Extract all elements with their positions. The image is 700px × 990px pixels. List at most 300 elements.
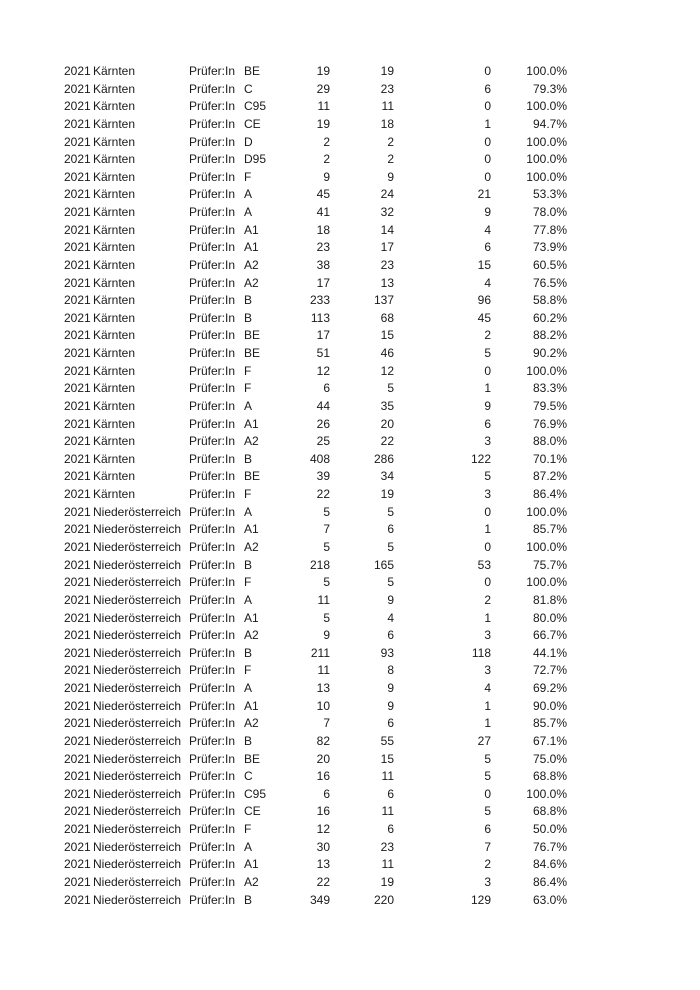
failed-count-cell: 0 <box>484 504 491 519</box>
pass-rate-cell: 85.7% <box>532 716 567 731</box>
region-cell: Niederösterreich <box>93 522 182 537</box>
year-cell: 2021 <box>64 522 91 537</box>
table-row <box>0 275 700 293</box>
role-cell: Prüfer:In <box>189 99 236 114</box>
region-cell: Kärnten <box>93 416 136 431</box>
year-cell: 2021 <box>64 857 91 872</box>
table-row <box>0 821 700 839</box>
role-cell: Prüfer:In <box>189 769 236 784</box>
role-cell: Prüfer:In <box>189 681 236 696</box>
total-count-cell: 29 <box>316 81 330 96</box>
failed-count-cell: 0 <box>484 169 491 184</box>
year-cell: 2021 <box>64 839 91 854</box>
year-cell: 2021 <box>64 645 91 660</box>
pass-rate-cell: 60.2% <box>532 310 567 325</box>
role-cell: Prüfer:In <box>189 751 236 766</box>
total-count-cell: 12 <box>316 363 330 378</box>
region-cell: Niederösterreich <box>93 557 182 572</box>
total-count-cell: 38 <box>316 257 330 272</box>
pass-rate-cell: 83.3% <box>532 381 567 396</box>
year-cell: 2021 <box>64 293 91 308</box>
year-cell: 2021 <box>64 205 91 220</box>
table-row <box>0 768 700 786</box>
role-cell: Prüfer:In <box>189 610 236 625</box>
license-class-cell: F <box>244 575 252 590</box>
failed-count-cell: 3 <box>484 434 491 449</box>
license-class-cell: C <box>244 81 253 96</box>
total-count-cell: 12 <box>316 822 330 837</box>
table-row <box>0 398 700 416</box>
year-cell: 2021 <box>64 152 91 167</box>
failed-count-cell: 5 <box>484 469 491 484</box>
passed-count-cell: 15 <box>380 328 394 343</box>
region-cell: Niederösterreich <box>93 892 182 907</box>
role-cell: Prüfer:In <box>189 874 236 889</box>
region-cell: Niederösterreich <box>93 716 182 731</box>
passed-count-cell: 93 <box>380 645 394 660</box>
year-cell: 2021 <box>64 733 91 748</box>
year-cell: 2021 <box>64 575 91 590</box>
role-cell: Prüfer:In <box>189 328 236 343</box>
year-cell: 2021 <box>64 169 91 184</box>
table-row <box>0 557 700 575</box>
total-count-cell: 51 <box>316 346 330 361</box>
year-cell: 2021 <box>64 716 91 731</box>
pass-rate-cell: 90.0% <box>532 698 567 713</box>
role-cell: Prüfer:In <box>189 187 236 202</box>
passed-count-cell: 32 <box>380 205 394 220</box>
failed-count-cell: 4 <box>484 681 491 696</box>
table-row <box>0 327 700 345</box>
region-cell: Kärnten <box>93 222 136 237</box>
region-cell: Kärnten <box>93 240 136 255</box>
year-cell: 2021 <box>64 822 91 837</box>
table-row <box>0 345 700 363</box>
table-row <box>0 363 700 381</box>
pass-rate-cell: 100.0% <box>526 152 567 167</box>
year-cell: 2021 <box>64 99 91 114</box>
table-row <box>0 574 700 592</box>
passed-count-cell: 11 <box>381 857 394 872</box>
total-count-cell: 30 <box>316 839 330 854</box>
role-cell: Prüfer:In <box>189 892 236 907</box>
year-cell: 2021 <box>64 469 91 484</box>
passed-count-cell: 19 <box>380 487 394 502</box>
pass-rate-cell: 68.8% <box>532 804 567 819</box>
license-class-cell: A2 <box>244 434 259 449</box>
failed-count-cell: 6 <box>484 416 491 431</box>
license-class-cell: C95 <box>244 99 267 114</box>
year-cell: 2021 <box>64 257 91 272</box>
table-row <box>0 134 700 152</box>
failed-count-cell: 53 <box>477 557 491 572</box>
total-count-cell: 19 <box>316 64 330 78</box>
region-cell: Kärnten <box>93 469 136 484</box>
year-cell: 2021 <box>64 310 91 325</box>
pass-rate-cell: 90.2% <box>532 346 567 361</box>
region-cell: Kärnten <box>93 487 136 502</box>
total-count-cell: 5 <box>323 575 330 590</box>
role-cell: Prüfer:In <box>189 804 236 819</box>
failed-count-cell: 96 <box>477 293 491 308</box>
license-class-cell: A2 <box>244 874 259 889</box>
pass-rate-cell: 100.0% <box>526 504 567 519</box>
role-cell: Prüfer:In <box>189 257 236 272</box>
role-cell: Prüfer:In <box>189 416 236 431</box>
license-class-cell: BE <box>244 751 261 766</box>
total-count-cell: 7 <box>323 522 330 537</box>
table-row <box>0 433 700 451</box>
license-class-cell: A <box>244 839 253 854</box>
failed-count-cell: 0 <box>484 786 491 801</box>
region-cell: Niederösterreich <box>93 804 182 819</box>
license-class-cell: BE <box>244 346 261 361</box>
total-count-cell: 17 <box>316 328 330 343</box>
passed-count-cell: 24 <box>380 187 394 202</box>
passed-count-cell: 2 <box>387 134 394 149</box>
passed-count-cell: 14 <box>380 222 394 237</box>
region-cell: Niederösterreich <box>93 681 182 696</box>
total-count-cell: 5 <box>323 610 330 625</box>
pass-rate-cell: 67.1% <box>532 733 567 748</box>
role-cell: Prüfer:In <box>189 857 236 872</box>
failed-count-cell: 0 <box>484 134 491 149</box>
pass-rate-cell: 76.7% <box>532 839 567 854</box>
table-row <box>0 310 700 328</box>
license-class-cell: F <box>244 363 252 378</box>
total-count-cell: 5 <box>323 504 330 519</box>
table-row <box>0 698 700 716</box>
pass-rate-cell: 79.5% <box>532 398 567 413</box>
role-cell: Prüfer:In <box>189 381 236 396</box>
total-count-cell: 211 <box>310 645 330 660</box>
region-cell: Kärnten <box>93 451 136 466</box>
pass-rate-cell: 94.7% <box>532 116 567 131</box>
license-class-cell: F <box>244 487 252 502</box>
passed-count-cell: 6 <box>387 822 394 837</box>
table-row <box>0 116 700 134</box>
role-cell: Prüfer:In <box>189 786 236 801</box>
total-count-cell: 23 <box>316 240 330 255</box>
passed-count-cell: 5 <box>387 540 394 554</box>
passed-count-cell: 6 <box>387 522 394 537</box>
region-cell: Kärnten <box>93 152 136 167</box>
failed-count-cell: 1 <box>484 381 491 396</box>
table-row <box>0 803 700 821</box>
total-count-cell: 9 <box>323 169 330 184</box>
total-count-cell: 408 <box>309 451 330 466</box>
passed-count-cell: 19 <box>380 64 394 78</box>
table-row <box>0 222 700 240</box>
region-cell: Kärnten <box>93 275 136 290</box>
failed-count-cell: 5 <box>484 751 491 766</box>
table-row <box>0 733 700 751</box>
role-cell: Prüfer:In <box>189 434 236 449</box>
failed-count-cell: 2 <box>484 857 491 872</box>
failed-count-cell: 0 <box>484 575 491 590</box>
table-row <box>0 715 700 733</box>
year-cell: 2021 <box>64 698 91 713</box>
table-row <box>0 839 700 857</box>
table-row <box>0 292 700 310</box>
total-count-cell: 16 <box>316 769 330 784</box>
failed-count-cell: 9 <box>484 398 491 413</box>
table-row <box>0 592 700 610</box>
role-cell: Prüfer:In <box>189 64 236 78</box>
pass-rate-cell: 100.0% <box>526 99 567 114</box>
passed-count-cell: 286 <box>373 451 394 466</box>
role-cell: Prüfer:In <box>189 275 236 290</box>
total-count-cell: 20 <box>316 751 330 766</box>
role-cell: Prüfer:In <box>189 628 236 643</box>
region-cell: Niederösterreich <box>93 698 182 713</box>
total-count-cell: 16 <box>316 804 330 819</box>
total-count-cell: 13 <box>316 681 330 696</box>
failed-count-cell: 5 <box>484 346 491 361</box>
pass-rate-cell: 75.0% <box>532 751 567 766</box>
passed-count-cell: 13 <box>380 275 394 290</box>
license-class-cell: A2 <box>244 257 259 272</box>
table-row <box>0 257 700 275</box>
total-count-cell: 82 <box>316 733 330 748</box>
failed-count-cell: 21 <box>477 187 491 202</box>
table-row <box>0 645 700 663</box>
total-count-cell: 17 <box>316 275 330 290</box>
role-cell: Prüfer:In <box>189 310 236 325</box>
role-cell: Prüfer:In <box>189 592 236 607</box>
license-class-cell: A <box>244 592 253 607</box>
pass-rate-cell: 85.7% <box>532 522 567 537</box>
role-cell: Prüfer:In <box>189 504 236 519</box>
total-count-cell: 349 <box>309 892 330 907</box>
role-cell: Prüfer:In <box>189 663 236 678</box>
passed-count-cell: 5 <box>387 504 394 519</box>
role-cell: Prüfer:In <box>189 116 236 131</box>
pass-rate-cell: 100.0% <box>526 134 567 149</box>
table-row <box>0 521 700 539</box>
total-count-cell: 6 <box>323 381 330 396</box>
total-count-cell: 6 <box>323 786 330 801</box>
total-count-cell: 2 <box>323 152 330 167</box>
year-cell: 2021 <box>64 892 91 907</box>
year-cell: 2021 <box>64 134 91 149</box>
license-class-cell: D95 <box>244 152 267 167</box>
license-class-cell: A <box>244 504 253 519</box>
failed-count-cell: 122 <box>470 451 491 466</box>
year-cell: 2021 <box>64 786 91 801</box>
pass-rate-cell: 100.0% <box>526 363 567 378</box>
region-cell: Kärnten <box>93 134 136 149</box>
role-cell: Prüfer:In <box>189 839 236 854</box>
table-row <box>0 874 700 892</box>
passed-count-cell: 23 <box>380 81 394 96</box>
passed-count-cell: 17 <box>380 240 394 255</box>
total-count-cell: 44 <box>316 398 330 413</box>
license-class-cell: BE <box>244 469 261 484</box>
region-cell: Niederösterreich <box>93 610 182 625</box>
total-count-cell: 218 <box>309 557 330 572</box>
table-row <box>0 81 700 99</box>
table-row <box>0 451 700 469</box>
passed-count-cell: 8 <box>387 663 394 678</box>
role-cell: Prüfer:In <box>189 522 236 537</box>
pass-rate-cell: 72.7% <box>532 663 567 678</box>
pass-rate-cell: 44.1% <box>532 645 567 660</box>
pass-rate-cell: 69.2% <box>532 681 567 696</box>
passed-count-cell: 2 <box>387 152 394 167</box>
role-cell: Prüfer:In <box>189 222 236 237</box>
license-class-cell: A2 <box>244 628 259 643</box>
passed-count-cell: 220 <box>373 892 394 907</box>
total-count-cell: 5 <box>323 540 330 554</box>
pass-rate-cell: 73.9% <box>532 240 567 255</box>
pass-rate-cell: 63.0% <box>532 892 567 907</box>
failed-count-cell: 2 <box>484 328 491 343</box>
role-cell: Prüfer:In <box>189 487 236 502</box>
year-cell: 2021 <box>64 487 91 502</box>
passed-count-cell: 23 <box>380 257 394 272</box>
license-class-cell: A <box>244 187 253 202</box>
region-cell: Kärnten <box>93 64 136 78</box>
region-cell: Niederösterreich <box>93 504 182 519</box>
failed-count-cell: 6 <box>484 81 491 96</box>
year-cell: 2021 <box>64 592 91 607</box>
passed-count-cell: 137 <box>373 293 394 308</box>
license-class-cell: A1 <box>244 522 259 537</box>
failed-count-cell: 6 <box>484 822 491 837</box>
region-cell: Niederösterreich <box>93 751 182 766</box>
passed-count-cell: 20 <box>380 416 394 431</box>
failed-count-cell: 4 <box>484 275 491 290</box>
pass-rate-cell: 100.0% <box>526 540 567 554</box>
total-count-cell: 11 <box>317 99 330 114</box>
region-cell: Kärnten <box>93 363 136 378</box>
pass-rate-cell: 77.8% <box>532 222 567 237</box>
total-count-cell: 18 <box>316 222 330 237</box>
table-row <box>0 504 700 522</box>
pass-rate-cell: 88.0% <box>532 434 567 449</box>
year-cell: 2021 <box>64 504 91 519</box>
pass-rate-cell: 78.0% <box>532 205 567 220</box>
license-class-cell: B <box>244 733 253 748</box>
pass-rate-cell: 87.2% <box>532 469 567 484</box>
passed-count-cell: 4 <box>387 610 394 625</box>
year-cell: 2021 <box>64 751 91 766</box>
table-row <box>0 98 700 116</box>
license-class-cell: D <box>244 134 253 149</box>
role-cell: Prüfer:In <box>189 81 236 96</box>
total-count-cell: 22 <box>316 487 330 502</box>
role-cell: Prüfer:In <box>189 205 236 220</box>
pass-rate-cell: 100.0% <box>526 575 567 590</box>
year-cell: 2021 <box>64 275 91 290</box>
role-cell: Prüfer:In <box>189 716 236 731</box>
region-cell: Kärnten <box>93 310 136 325</box>
license-class-cell: A1 <box>244 698 259 713</box>
region-cell: Kärnten <box>93 434 136 449</box>
passed-count-cell: 9 <box>387 169 394 184</box>
failed-count-cell: 27 <box>477 733 491 748</box>
role-cell: Prüfer:In <box>189 540 236 554</box>
region-cell: Kärnten <box>93 99 136 114</box>
failed-count-cell: 3 <box>484 874 491 889</box>
region-cell: Niederösterreich <box>93 786 182 801</box>
region-cell: Niederösterreich <box>93 769 182 784</box>
region-cell: Niederösterreich <box>93 874 182 889</box>
table-row <box>0 416 700 434</box>
passed-count-cell: 9 <box>387 681 394 696</box>
region-cell: Kärnten <box>93 257 136 272</box>
total-count-cell: 45 <box>316 187 330 202</box>
pass-rate-cell: 79.3% <box>532 81 567 96</box>
table-row <box>0 892 700 910</box>
license-class-cell: BE <box>244 328 261 343</box>
total-count-cell: 233 <box>309 293 330 308</box>
license-class-cell: CE <box>244 804 261 819</box>
failed-count-cell: 0 <box>484 99 491 114</box>
license-class-cell: B <box>244 892 253 907</box>
failed-count-cell: 15 <box>477 257 491 272</box>
year-cell: 2021 <box>64 381 91 396</box>
license-class-cell: C95 <box>244 786 267 801</box>
pass-rate-cell: 75.7% <box>532 557 567 572</box>
year-cell: 2021 <box>64 804 91 819</box>
license-class-cell: F <box>244 169 252 184</box>
region-cell: Kärnten <box>93 398 136 413</box>
passed-count-cell: 9 <box>387 592 394 607</box>
failed-count-cell: 0 <box>484 152 491 167</box>
total-count-cell: 11 <box>317 663 330 678</box>
license-class-cell: A1 <box>244 857 259 872</box>
role-cell: Prüfer:In <box>189 240 236 255</box>
pass-rate-cell: 80.0% <box>532 610 567 625</box>
total-count-cell: 11 <box>317 592 330 607</box>
license-class-cell: C <box>244 769 253 784</box>
license-class-cell: B <box>244 451 253 466</box>
license-class-cell: F <box>244 822 252 837</box>
license-class-cell: A1 <box>244 222 259 237</box>
role-cell: Prüfer:In <box>189 698 236 713</box>
year-cell: 2021 <box>64 681 91 696</box>
failed-count-cell: 5 <box>484 769 491 784</box>
year-cell: 2021 <box>64 64 91 78</box>
failed-count-cell: 3 <box>484 628 491 643</box>
table-row <box>0 468 700 486</box>
pass-rate-cell: 84.6% <box>532 857 567 872</box>
role-cell: Prüfer:In <box>189 293 236 308</box>
region-cell: Kärnten <box>93 81 136 96</box>
role-cell: Prüfer:In <box>189 346 236 361</box>
passed-count-cell: 35 <box>380 398 394 413</box>
year-cell: 2021 <box>64 116 91 131</box>
total-count-cell: 10 <box>316 698 330 713</box>
passed-count-cell: 165 <box>373 557 394 572</box>
year-cell: 2021 <box>64 222 91 237</box>
license-class-cell: BE <box>244 64 261 78</box>
role-cell: Prüfer:In <box>189 363 236 378</box>
license-class-cell: A1 <box>244 610 259 625</box>
region-cell: Kärnten <box>93 187 136 202</box>
license-class-cell: A2 <box>244 540 259 554</box>
pass-rate-cell: 81.8% <box>532 592 567 607</box>
total-count-cell: 39 <box>316 469 330 484</box>
year-cell: 2021 <box>64 663 91 678</box>
year-cell: 2021 <box>64 610 91 625</box>
total-count-cell: 26 <box>316 416 330 431</box>
region-cell: Niederösterreich <box>93 857 182 872</box>
passed-count-cell: 15 <box>380 751 394 766</box>
passed-count-cell: 18 <box>380 116 394 131</box>
